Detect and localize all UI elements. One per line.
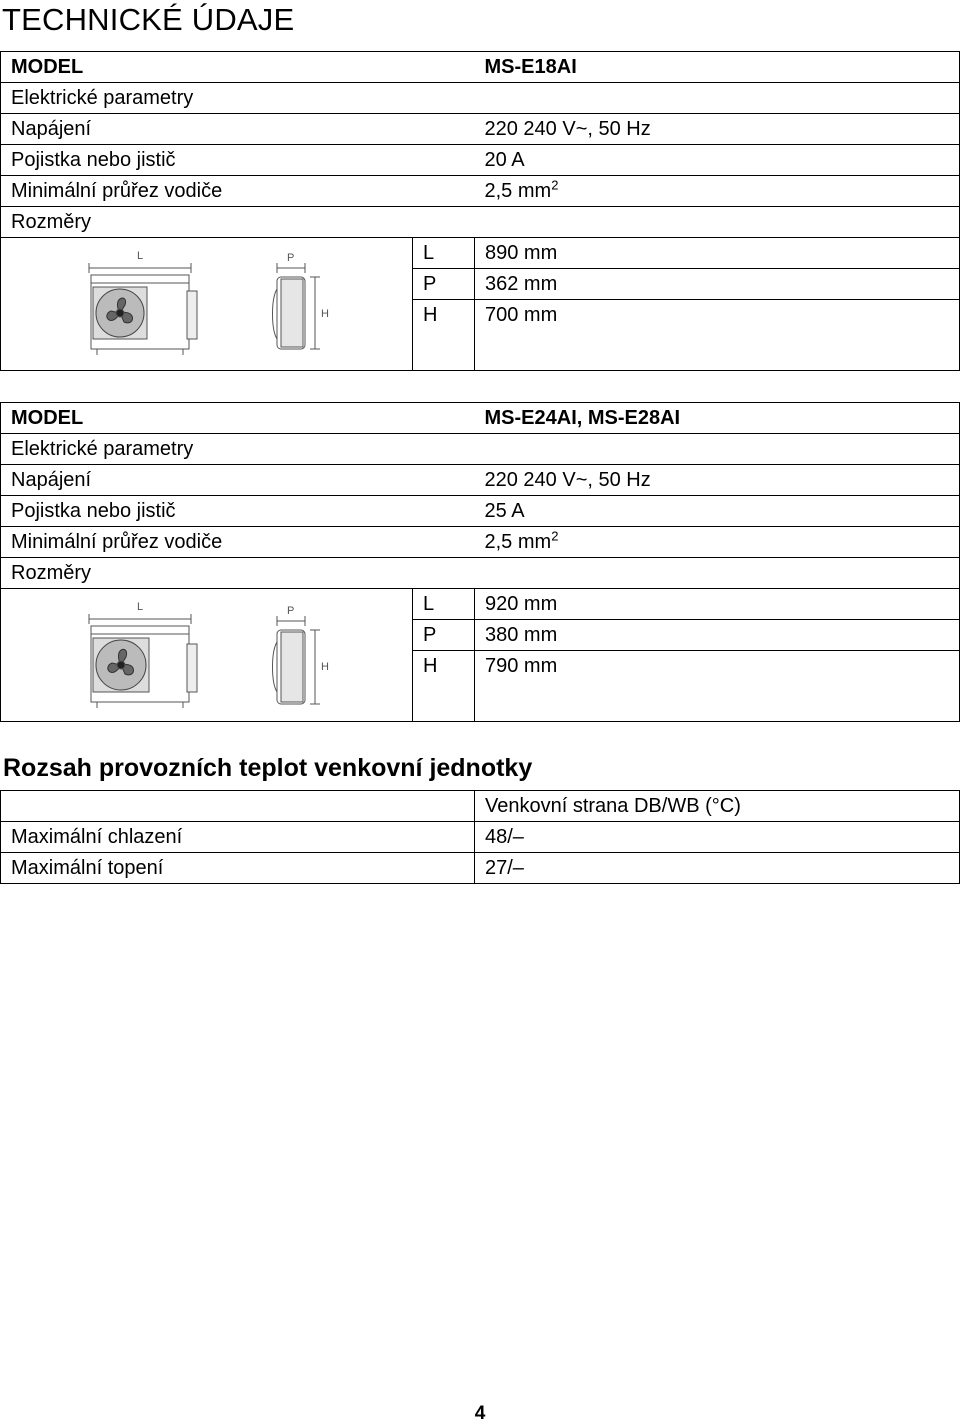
outdoor-unit-diagram bbox=[1, 239, 413, 369]
electrical-params-label: Elektrické parametry bbox=[1, 83, 960, 114]
power-label: Napájení bbox=[1, 465, 475, 496]
dim-value: 790 mm bbox=[475, 651, 960, 682]
power-value: 220 240 V~, 50 Hz bbox=[475, 465, 960, 496]
dim-key: H bbox=[413, 651, 475, 682]
temp-row-value: 48/– bbox=[475, 822, 960, 853]
dim-value-spacer bbox=[475, 681, 960, 722]
dim-value: 380 mm bbox=[475, 620, 960, 651]
temp-header-empty bbox=[1, 791, 475, 822]
diagram-label-p: P bbox=[287, 605, 295, 617]
wire-label: Minimální průřez vodiče bbox=[1, 176, 475, 207]
dimensions-label: Rozměry bbox=[1, 207, 960, 238]
power-label: Napájení bbox=[1, 114, 475, 145]
dim-value: 920 mm bbox=[475, 589, 960, 620]
wire-superscript: 2 bbox=[551, 527, 559, 543]
model-value: MS-E24AI, MS-E28AI bbox=[475, 403, 960, 434]
model-label: MODEL bbox=[1, 52, 475, 83]
dim-value: 362 mm bbox=[475, 269, 960, 300]
dim-key-spacer bbox=[413, 330, 475, 371]
temperature-range-table bbox=[0, 790, 960, 884]
dim-key-spacer bbox=[413, 681, 475, 722]
dim-key: H bbox=[413, 300, 475, 331]
temp-row-label: Maximální topení bbox=[1, 853, 475, 884]
temp-row-label: Maximální chlazení bbox=[1, 822, 475, 853]
model-value: MS-E18AI bbox=[475, 52, 960, 83]
page-number: 4 bbox=[474, 1403, 486, 1424]
dim-value: 700 mm bbox=[475, 300, 960, 331]
diagram-label-l: L bbox=[137, 601, 144, 613]
spec-table-ms-e18ai bbox=[0, 51, 960, 371]
unit-diagram-cell bbox=[1, 238, 413, 371]
diagram-label-l: L bbox=[137, 250, 144, 262]
wire-label: Minimální průřez vodiče bbox=[1, 527, 475, 558]
dim-value: 890 mm bbox=[475, 238, 960, 269]
spec-table-ms-e24ai-ms-e28ai bbox=[0, 402, 960, 722]
outdoor-unit-diagram bbox=[1, 590, 413, 720]
dim-key: L bbox=[413, 238, 475, 269]
wire-value: 2,5 $mm^2$ bbox=[475, 176, 960, 207]
dim-value-spacer bbox=[475, 330, 960, 371]
diagram-label-h: H bbox=[321, 308, 329, 320]
dim-key: L bbox=[413, 589, 475, 620]
fuse-value: 25 A bbox=[475, 496, 960, 527]
dimensions-label: Rozměry bbox=[1, 558, 960, 589]
power-value: 220 240 V~, 50 Hz bbox=[475, 114, 960, 145]
unit-diagram-cell bbox=[1, 589, 413, 722]
wire-value: 2,5 $mm^2$ bbox=[475, 527, 960, 558]
dim-key: P bbox=[413, 620, 475, 651]
diagram-label-h: H bbox=[321, 661, 329, 673]
temp-row-value: 27/– bbox=[475, 853, 960, 884]
fuse-value: 20 A bbox=[475, 145, 960, 176]
temp-column-header: Venkovní strana DB/WB (°C) bbox=[475, 791, 960, 822]
dim-key: P bbox=[413, 269, 475, 300]
page-title: TECHNICKÉ ÚDAJE bbox=[2, 2, 295, 37]
wire-superscript: 2 bbox=[551, 176, 559, 192]
model-label: MODEL bbox=[1, 403, 475, 434]
electrical-params-label: Elektrické parametry bbox=[1, 434, 960, 465]
fuse-label: Pojistka nebo jistič bbox=[1, 496, 475, 527]
fuse-label: Pojistka nebo jistič bbox=[1, 145, 475, 176]
temperature-range-heading: Rozsah provozních teplot venkovní jednotky bbox=[3, 754, 533, 782]
diagram-label-p: P bbox=[287, 252, 295, 264]
